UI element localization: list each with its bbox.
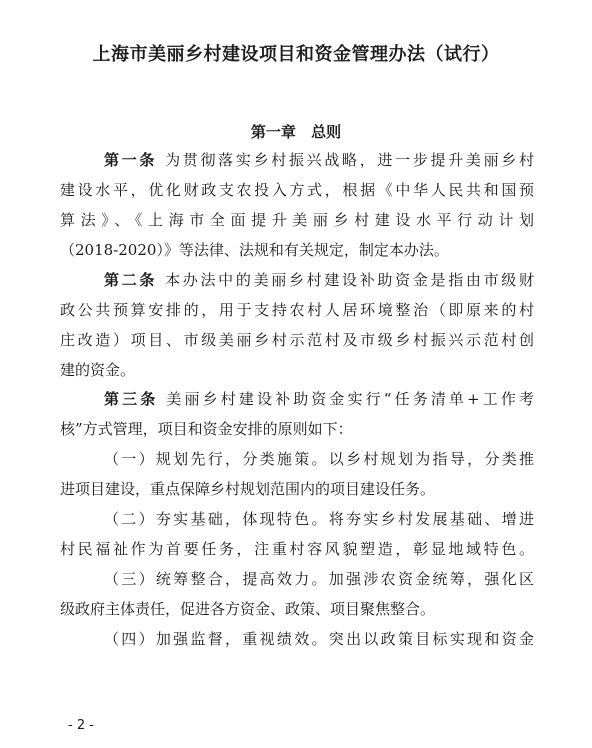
article-3-item-1-line-2: 进项目建设，重点保障乡村规划范围内的项目建设任务。: [60, 480, 436, 498]
article-3-item-3-line-2: 级政府主体责任，促进各方资金、政策、项目聚焦整合。: [60, 600, 436, 618]
article-3-line-2: 核”方式管理，项目和资金安排的原则如下：: [60, 420, 353, 438]
article-1-line-4: （2018-2020）》等法律、法规和有关规定，制定本办法。: [60, 241, 449, 259]
article-3-item-2-line-1: （二）夯实基础，体现特色。将夯实乡村发展基础、增进: [104, 510, 534, 528]
article-2-label: 第二条: [104, 271, 158, 289]
article-1-line-2: 建设水平，优化财政支农投入方式，根据《中华人民共和国预: [60, 181, 534, 199]
article-3-item-3-line-1: （三）统筹整合，提高效力。加强涉农资金统筹，强化区: [104, 570, 534, 588]
article-3-text: 美丽乡村建设补助资金实行“任务清单+工作考: [166, 390, 534, 408]
page-number: - 2 -: [68, 718, 94, 733]
article-2-line-4: 建的资金。: [60, 361, 136, 379]
article-3-item-4-line-1: （四）加强监督，重视绩效。突出以政策目标实现和资金: [104, 630, 534, 648]
article-1-first-line: [104, 150, 534, 170]
article-2-line-3: 庄改造）项目、市级美丽乡村示范村及市级乡村振兴示范村创: [60, 331, 534, 349]
article-3-first-line: [104, 389, 534, 409]
document-title: 上海市美丽乡村建设项目和资金管理办法（试行）: [92, 44, 500, 65]
article-1-line-3: 算法》、《上海市全面提升美丽乡村建设水平行动计划: [60, 211, 534, 229]
chapter-heading: 第一章 总则: [250, 123, 342, 141]
article-3-item-2-line-2: 村民福祉作为首要任务，注重村容风貌塑造，彰显地域特色。: [60, 540, 534, 558]
article-2-first-line: [104, 270, 534, 290]
article-2-text: 本办法中的美丽乡村建设补助资金是指由市级财: [165, 271, 534, 289]
article-3-item-1-line-1: （一）规划先行，分类施策。以乡村规划为指导，分类推: [104, 450, 534, 468]
article-2-line-2: 政公共预算安排的，用于支持农村人居环境整治（即原来的村: [60, 301, 534, 319]
article-1-text: 为贯彻落实乡村振兴战略，进一步提升美丽乡村: [165, 151, 534, 169]
article-3-label: 第三条: [104, 390, 159, 408]
article-1-label: 第一条: [104, 151, 158, 169]
